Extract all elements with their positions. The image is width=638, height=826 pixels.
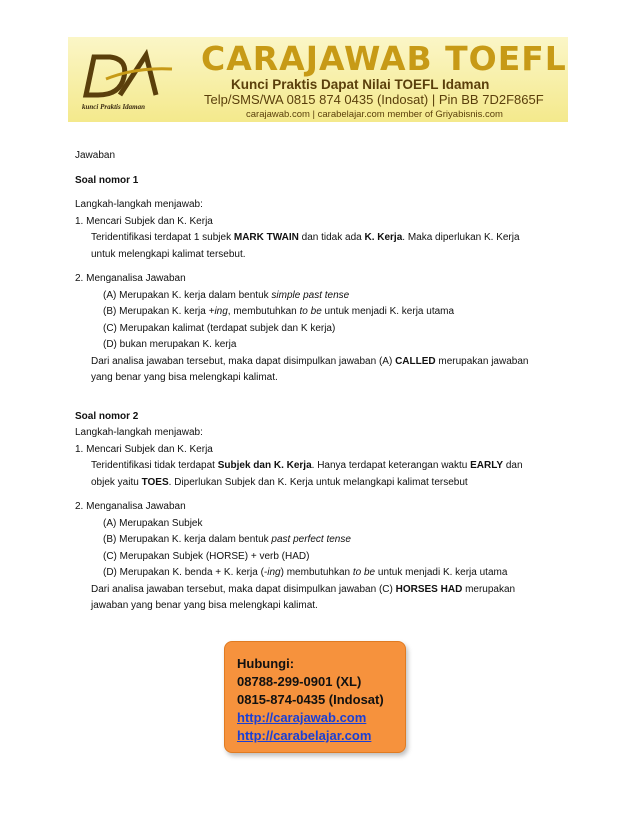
q1-title: Soal nomor 1 <box>75 174 139 186</box>
header-banner <box>68 37 568 122</box>
carabelajar-link[interactable]: http://carabelajar.com <box>237 728 372 743</box>
q1-option-b: (B) Merupakan K. kerja +ing, membutuhkan to be untuk menjadi K. kerja utama <box>103 306 455 317</box>
q2-conclusion: Dari analisa jawaban tersebut, maka dapat disimpulkan jawaban (C) HORSES HAD merupakan <box>91 583 516 595</box>
contact-phone-indosat: 0815-874-0435 (Indosat) <box>237 692 384 707</box>
banner-title: CARAJAWAB TOEFL <box>201 39 567 78</box>
q1-option-d: (D) bukan merupakan K. kerja <box>103 339 237 350</box>
q1-conclusion-2: yang benar yang bisa melengkapi kalimat. <box>91 372 278 383</box>
contact-box <box>224 641 406 753</box>
banner-subtitle: Kunci Praktis Dapat Nilai TOEFL Idaman <box>231 77 490 92</box>
q1-option-c: (C) Merupakan kalimat (terdapat subjek dan K kerja) <box>103 322 336 334</box>
q2-title: Soal nomor 2 <box>75 410 139 422</box>
banner-phone: Telp/SMS/WA 0815 874 0435 (Indosat) | Pin BB 7D2F865F <box>204 92 544 107</box>
q2-conclusion-2: jawaban yang benar yang bisa melengkapi kalimat. <box>91 600 318 611</box>
answer-document <box>75 148 565 615</box>
q2-step1-desc: Teridentifikasi tidak terdapat Subjek dan K. Kerja. Hanya terdapat keterangan waktu EARLY dan <box>91 460 523 471</box>
banner-sites: carajawab.com | carabelajar.com member of Griyabisnis.com <box>246 109 503 120</box>
q2-step2: 2. Menganalisa Jawaban <box>75 501 186 512</box>
q2-option-d: (D) Merupakan K. benda + K. kerja (-ing) membutuhkan to be untuk menjadi K. kerja utama <box>103 567 508 578</box>
q2-option-c: (C) Merupakan Subjek (HORSE) + verb (HAD) <box>103 550 310 562</box>
q1-step1: 1. Mencari Subjek dan K. Kerja <box>75 215 213 227</box>
q2-steps-label: Langkah-langkah menjawab: <box>75 427 203 438</box>
contact-label: Hubungi: <box>237 656 295 671</box>
q1-steps-label: Langkah-langkah menjawab: <box>75 199 203 210</box>
q2-step1-desc-2: objek yaitu TOES. Diperlukan Subjek dan K. Kerja untuk melangkapi kalimat tersebut <box>91 476 468 488</box>
logo-tagline: kunci Praktis Idaman <box>82 103 146 111</box>
q1-option-a: (A) Merupakan K. kerja dalam bentuk simple past tense <box>103 289 350 301</box>
q1-step1-desc: Teridentifikasi terdapat 1 subjek MARK TWAIN dan tidak ada K. Kerja. Maka diperlukan K. Kerja <box>91 232 520 243</box>
q2-option-a: (A) Merupakan Subjek <box>103 517 203 529</box>
da-logo <box>76 47 186 117</box>
carajawab-link[interactable]: http://carajawab.com <box>237 710 367 725</box>
q1-step1-desc-2: untuk melengkapi kalimat tersebut. <box>91 248 246 260</box>
doc-heading: Jawaban <box>75 150 116 161</box>
contact-phone-xl: 08788-299-0901 (XL) <box>237 674 362 689</box>
q1-conclusion: Dari analisa jawaban tersebut, maka dapat disimpulkan jawaban (A) CALLED merupakan jawaban <box>91 355 529 367</box>
q1-step2: 2. Menganalisa Jawaban <box>75 273 186 284</box>
q2-option-b: (B) Merupakan K. kerja dalam bentuk past perfect tense <box>103 534 351 545</box>
q2-step1: 1. Mencari Subjek dan K. Kerja <box>75 443 213 455</box>
